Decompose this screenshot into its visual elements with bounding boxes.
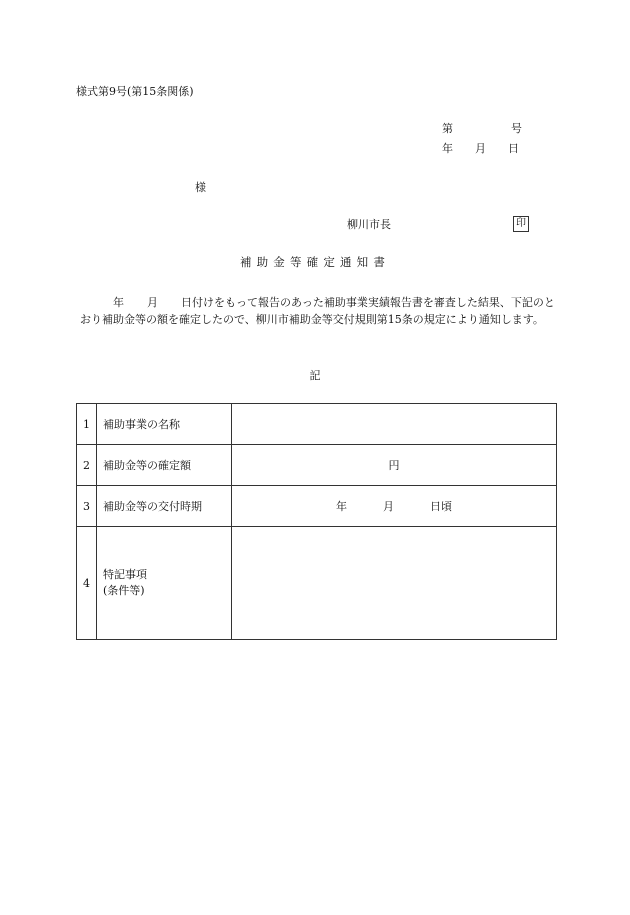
yen-unit: 円 (388, 459, 400, 472)
document-number-prefix: 第 (442, 122, 453, 135)
row-label: 補助事業の名称 (97, 404, 232, 445)
row-label-line1: 特記事項 (103, 568, 147, 581)
table-row (77, 404, 557, 445)
grant-date-month: 月 (383, 500, 394, 513)
row-label: 補助金等の交付時期 (97, 486, 232, 527)
confirmed-amount-value (232, 445, 557, 486)
row-label-line2: (条件等) (103, 584, 145, 597)
row-label: 補助金等の確定額 (97, 445, 232, 486)
issue-date-month: 月 (475, 142, 486, 155)
body-paragraph (80, 294, 555, 328)
ki-heading: 記 (309, 369, 321, 382)
details-table (76, 403, 557, 640)
grant-date-day: 日頃 (430, 500, 452, 513)
row-number: 1 (77, 404, 97, 445)
body-text: 日付けをもって報告のあった補助事業実績報告書を審査した結果、下記のとおり補助金等の額を確定したので、柳川市補助金等交付規則第15条の規定により通知します。 (80, 296, 555, 326)
body-month: 月 (147, 296, 158, 309)
row-number: 2 (77, 445, 97, 486)
special-notes-value (232, 527, 557, 640)
issue-date-day: 日 (508, 142, 519, 155)
document-title: 補助金等確定通知書 (239, 255, 391, 269)
seal-mark: 印 (513, 216, 529, 232)
issue-date (442, 143, 519, 154)
row-label (97, 527, 232, 640)
table-row (77, 445, 557, 486)
table-row (77, 527, 557, 640)
row-number: 3 (77, 486, 97, 527)
row-number: 4 (77, 527, 97, 640)
form-number: 様式第9号(第15条関係) (76, 85, 194, 98)
document-number (442, 123, 522, 134)
recipient-honorific: 様 (195, 181, 206, 194)
grant-date-year: 年 (336, 500, 347, 513)
table-row (77, 486, 557, 527)
issue-date-year: 年 (442, 142, 453, 155)
issuer-name: 柳川市長 (347, 218, 391, 231)
project-name-value (232, 404, 557, 445)
grant-date-value (232, 486, 557, 527)
body-year: 年 (113, 296, 124, 309)
document-number-suffix: 号 (511, 122, 522, 135)
